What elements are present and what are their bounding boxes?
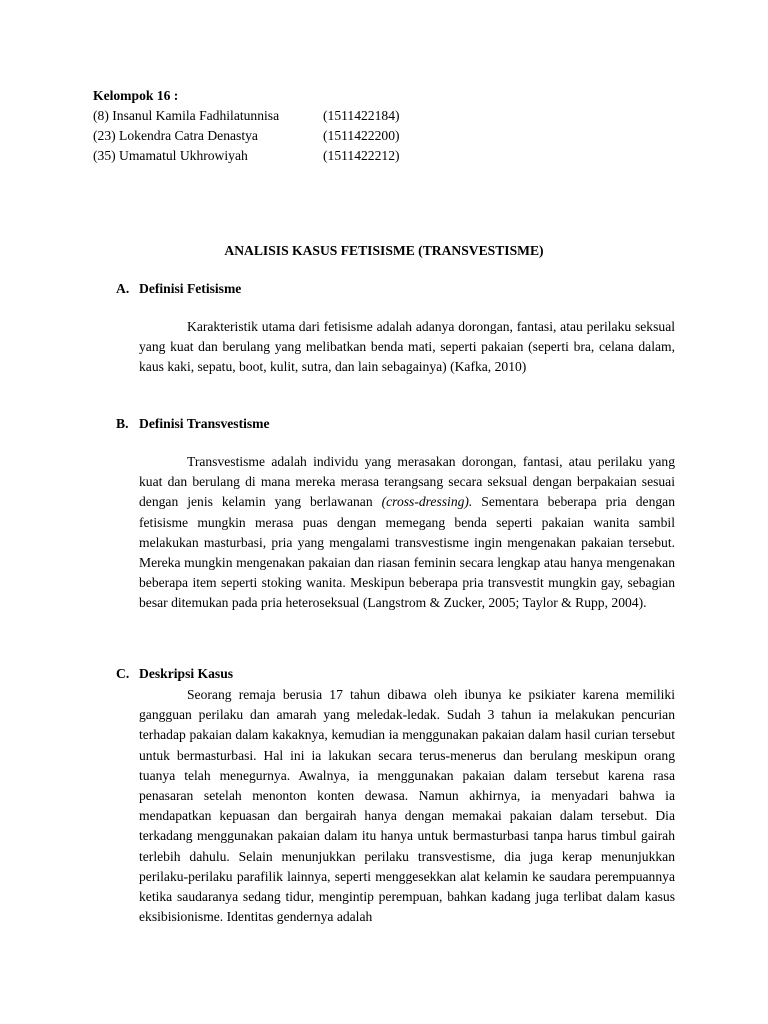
- member-id: (1511422184): [323, 108, 400, 123]
- section-heading: [116, 279, 675, 299]
- group-info: [93, 86, 400, 166]
- member-name: (8) Insanul Kamila Fadhilatunnisa: [93, 108, 280, 123]
- section-paragraph: Seorang remaja berusia 17 tahun dibawa oleh ibunya ke psikiater karena memiliki gangguan perilaku dan amarah yang meledak-ledak. Sudah 3 tahun ia melakukan pencurian terhadap pakaian dalam kakaknya, kemudian ia menggunakan pakaian dalam hasil curian tersebut untuk bermasturbasi. Hal ini ia lakukan secara terus-menerus dan berulang meskipun orang tuanya telah menegurnya. Awalnya, ia menggunakan pakaian dalam tersebut karena rasa penasaran setelah menonton konten dewasa. Namun akhirnya, ia menyadari bahwa ia mendapatkan kepuasan dan bergairah hanya dengan memakai pakaian dalam tersebut. Dia terkadang menggunakan pakaian dalam itu hanya untuk bermasturbasi tanpa harus timbul gairah terlebih dahulu. Selain menunjukkan perilaku transvestisme, dia juga kerap menunjukkan perilaku-perilaku parafilik lainnya, seperti menggesekkan alat kelamin ke saudara perempuannya ketika saudaranya sedang tidur, mengintip perempuan, bahkan kadang juga terlibat dalam kasus eksibisionisme. Identitas gendernya adalah: [139, 687, 675, 925]
- section-heading: [116, 414, 675, 434]
- section-heading: [116, 664, 675, 684]
- section-deskripsi-kasus: [116, 664, 675, 927]
- member-row: [93, 126, 400, 146]
- section-title: Definisi Fetisisme: [139, 281, 242, 296]
- member-id: (1511422212): [323, 148, 400, 163]
- group-heading: Kelompok 16 :: [93, 88, 179, 103]
- paragraph-text: Transvestisme adalah individu yang merasakan dorongan, fantasi, atau perilaku yang kuat dan berulang di mana mereka merasa terangsang secara seksual dengan berpakaian sesuai dengan jenis kelamin yang berlawanan: [139, 454, 675, 510]
- member-id: (1511422200): [323, 128, 400, 143]
- document-title: ANALISIS KASUS FETISISME (TRANSVESTISME): [224, 243, 544, 258]
- section-definisi-fetisisme: [116, 279, 675, 378]
- section-title: Deskripsi Kasus: [139, 666, 234, 681]
- section-definisi-transvestisme: [116, 414, 675, 614]
- member-row: [93, 106, 400, 126]
- section-letter: B.: [116, 416, 129, 431]
- member-name: (35) Umamatul Ukhrowiyah: [93, 148, 248, 163]
- section-letter: C.: [116, 666, 130, 681]
- section-letter: A.: [116, 281, 130, 296]
- italic-term: (cross-dressing).: [381, 494, 473, 510]
- paragraph-text: Sementara beberapa pria dengan fetisisme mungkin merasa puas dengan memegang benda seperti pakaian wanita sambil melakukan masturbasi, pria yang mengalami transvestisme ingin mengenakan pakaian tersebut. Mereka mungkin mengenakan pakaian dan riasan feminin secara lengkap atau hanya mengenakan beberapa item seperti stoking wanita. Meskipun beberapa pria transvestit mungkin gay, sebagian besar ditemukan pada pria heteroseksual (Langstrom & Zucker, 2005; Taylor & Rupp, 2004).: [139, 494, 675, 611]
- member-row: [93, 146, 400, 166]
- member-name: (23) Lokendra Catra Denastya: [93, 128, 258, 143]
- section-title: Definisi Transvestisme: [139, 416, 270, 431]
- section-paragraph: Karakteristik utama dari fetisisme adalah adanya dorongan, fantasi, atau perilaku seksual yang kuat dan berulang yang melibatkan benda mati, seperti pakaian (seperti bra, celana dalam, kaus kaki, sepatu, boot, kulit, sutra, dan lain sebagainya) (Kafka, 2010): [139, 319, 675, 375]
- section-paragraph: [139, 452, 675, 614]
